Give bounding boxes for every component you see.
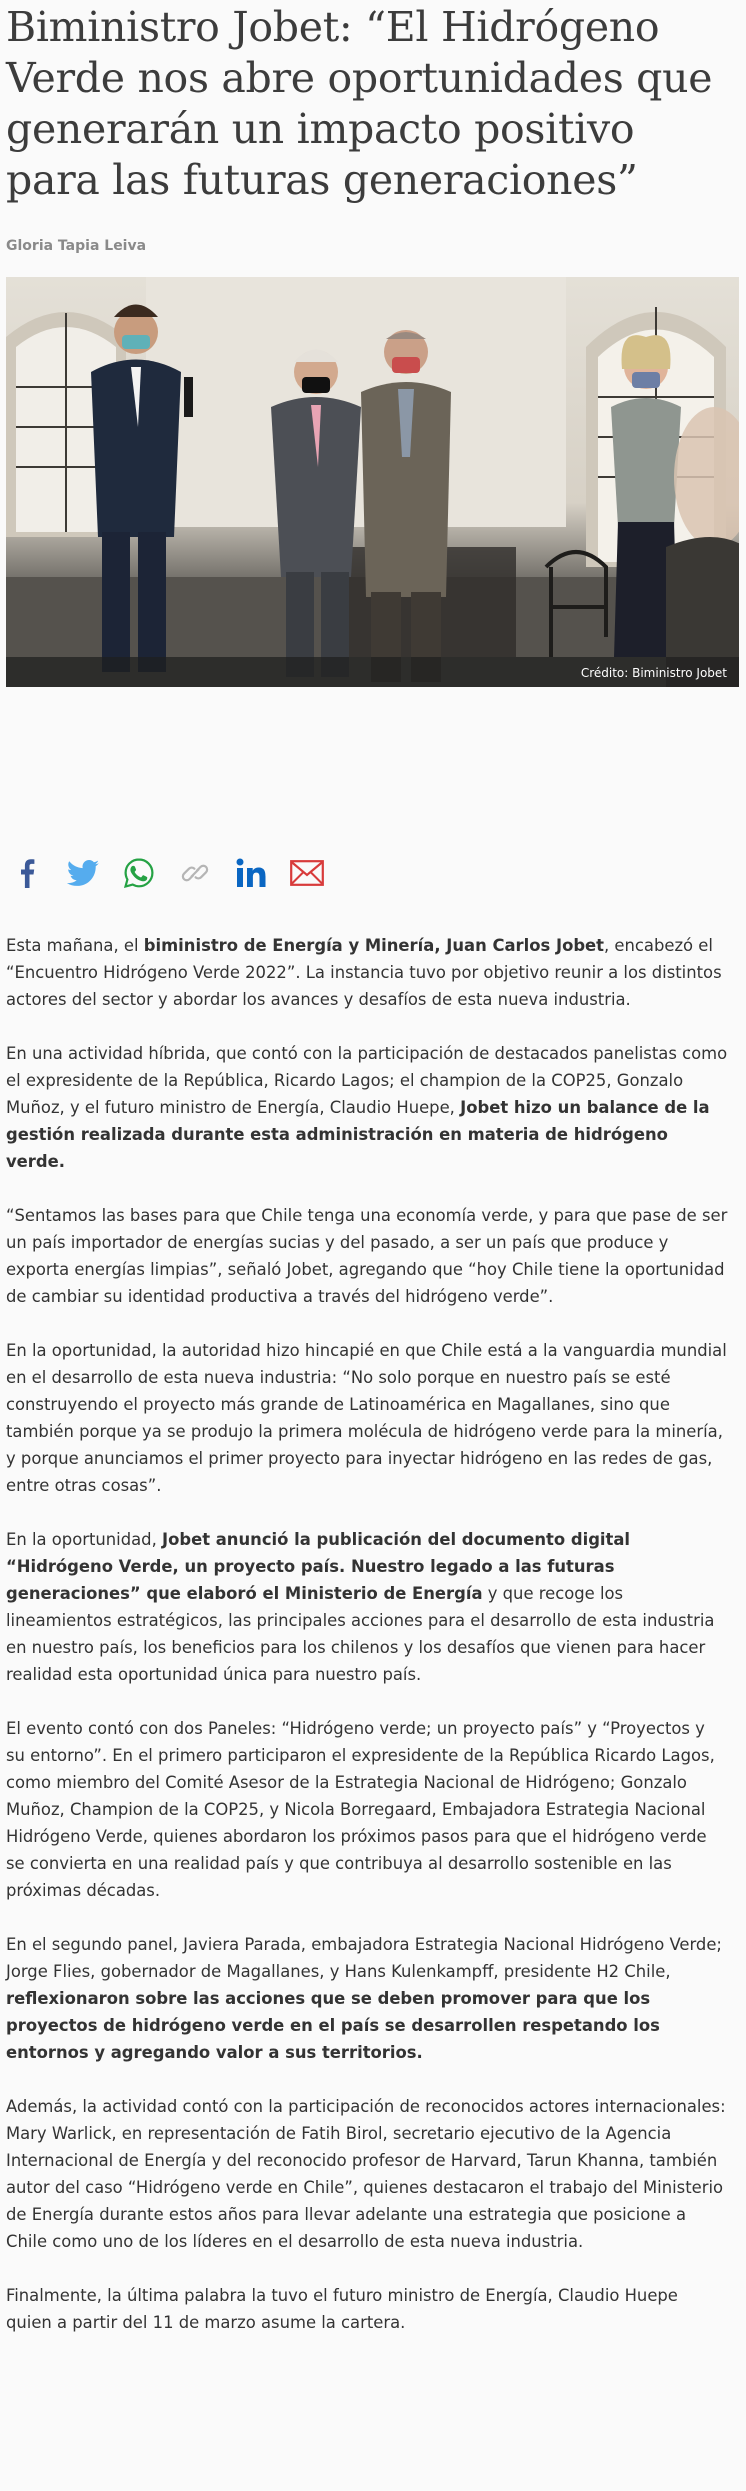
text-run: Finalmente, la última palabra la tuvo el futuro ministro de Energía, Claudio Huepe quien a partir del 11 de marzo asume la cartera. [6, 2286, 678, 2332]
text-run: En la oportunidad, [6, 1530, 162, 1549]
text-run: , encabezó el “Encuentro Hidrógeno Verde 2022”. La instancia tuvo por objetivo reunir a los distintos actores del sector y abordar los avances y desafíos de esta nueva industria. [6, 936, 722, 1009]
bold-text: Jobet anunció la publicación del documento digital “Hidrógeno Verde, un proyecto país. Nuestro legado a las futuras generaciones” que elaboró el Ministerio de Energía [6, 1530, 631, 1603]
article-paragraph [6, 2093, 728, 2255]
article-photo [6, 277, 739, 687]
article-paragraph [6, 1337, 728, 1499]
whatsapp-icon [123, 857, 155, 889]
article-paragraph [6, 1202, 728, 1310]
share-email-button[interactable] [286, 855, 328, 891]
link-icon [180, 858, 210, 888]
text-run: En el segundo panel, Javiera Parada, embajadora Estrategia Nacional Hidrógeno Verde; Jorge Flies, gobernador de Magallanes, y Hans Kulenkampff, presidente H2 Chile, [6, 1935, 722, 1981]
share-whatsapp-button[interactable] [118, 855, 160, 891]
email-icon [290, 860, 324, 886]
text-run: Además, la actividad contó con la participación de reconocidos actores internacionales: Mary Warlick, en representación de Fatih Birol, secretario ejecutivo de la Agencia Internacional de Energía y del reconocido profesor de Harvard, Tarun Khanna, también autor del caso “Hidrógeno verde en Chile”, quienes destacaron el trabajo del Ministerio de Energía durante estos años para llevar adelante una estrategia que posicione a Chile como uno de los líderes en el desarrollo de esta nueva industria. [6, 2097, 726, 2251]
text-run: y que recoge los lineamientos estratégicos, las principales acciones para el desarrollo de esta industria en nuestro país, los beneficios para los chilenos y los desafíos que vienen para hacer realidad esta oportunidad única para nuestro país. [6, 1584, 715, 1684]
article-title: Biministro Jobet: “El Hidrógeno Verde nos abre oportunidades que generarán un impacto positivo para las futuras generaciones” [6, 3, 713, 204]
copy-link-button[interactable] [174, 855, 216, 891]
bold-text: Jobet hizo un balance de la gestión realizada durante esta administración en materia de hidrógeno verde. [6, 1098, 710, 1171]
article-author[interactable]: Gloria Tapia Leiva [6, 238, 147, 254]
share-facebook-button[interactable] [6, 855, 48, 891]
text-run: El evento contó con dos Paneles: “Hidrógeno verde; un proyecto país” y “Proyectos y su entorno”. En el primero participaron el expresidente de la República Ricardo Lagos, como miembro del Comité Asesor de la Estrategia Nacional de Hidrógeno; Gonzalo Muñoz, Champion de la COP25, y Nicola Borregaard, Embajadora Estrategia Nacional Hidrógeno Verde, quienes abordaron los próximos pasos para que el hidrógeno verde se convierta en una realidad país y que contribuya al desarrollo sostenible en las próximas décadas. [6, 1719, 715, 1900]
article-paragraph [6, 1040, 728, 1175]
bold-text: biministro de Energía y Minería, Juan Carlos Jobet [143, 936, 605, 955]
twitter-icon [67, 860, 99, 887]
photo-credit: Crédito: Biministro Jobet [580, 666, 727, 680]
facebook-icon [19, 858, 35, 888]
text-run: En la oportunidad, la autoridad hizo hincapié en que Chile está a la vanguardia mundial en el desarrollo de esta nueva industria: “No solo porque en nuestro país se esté construyendo el proyecto más grande de Latinoamérica en Magallanes, sino que también porque ya se produjo la primera molécula de hidrógeno verde para la minería, y porque anunciamos el primer proyecto para inyectar hidrógeno en las redes de gas, entre otras cosas”. [6, 1341, 727, 1495]
bold-text: reflexionaron sobre las acciones que se deben promover para que los proyectos de hidrógeno verde en el país se desarrollen respetando los entornos y agregando valor a sus territorios. [6, 1989, 660, 2062]
share-twitter-button[interactable] [62, 855, 104, 891]
photo-illustration [6, 277, 739, 687]
article-paragraph [6, 1931, 728, 2066]
text-run: Esta mañana, el [6, 936, 144, 955]
article-paragraph [6, 2282, 728, 2336]
article-body [6, 932, 728, 2363]
article-paragraph [6, 1715, 728, 1904]
share-bar [6, 853, 342, 893]
article-paragraph [6, 1526, 728, 1688]
share-linkedin-button[interactable] [230, 855, 272, 891]
linkedin-icon [236, 858, 266, 888]
article-paragraph [6, 932, 728, 1013]
text-run: “Sentamos las bases para que Chile tenga una economía verde, y para que pase de ser un país importador de energías sucias y del pasado, a ser un país que produce y exporta energías limpias”, señaló Jobet, agregando que “hoy Chile tiene la oportunidad de cambiar su identidad productiva a través del hidrógeno verde”. [6, 1206, 728, 1306]
text-run: En una actividad híbrida, que contó con la participación de destacados panelistas como el expresidente de la República, Ricardo Lagos; el champion de la COP25, Gonzalo Muñoz, y el futuro ministro de Energía, Claudio Huepe, [6, 1044, 728, 1117]
